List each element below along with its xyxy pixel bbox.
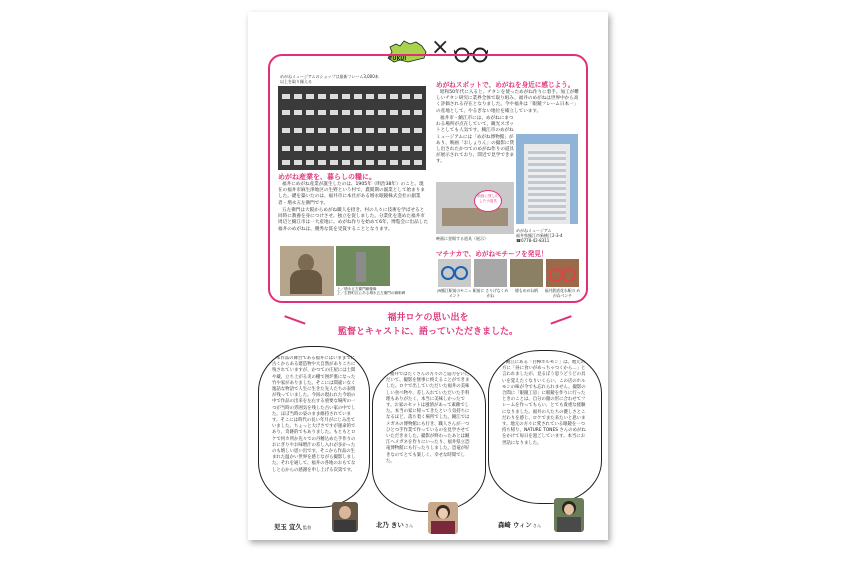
left-body-1: 福井にめがね産業が誕生したのは、1905年（明治38年）のこと。現在の福井市麻生津地区の生野という村で、農閑期の副業として始まりました。礎を築いたのは、福井市に本社がある増永眼鏡株式会社の創業者・増永五左衛門です。 (278, 182, 425, 206)
morisaki-name: 森崎 ウィン (498, 521, 532, 529)
right-heading-2: マチナカで、めがねモチーフを発見！ (436, 250, 548, 258)
left-body-2: 五左衛門は大阪からめがね職人を招き、村の人々に技術を学ばせると同時に教養を身につけさせ、独立を促しました。分業化を進めた福井市周辺と鯖江市は一大産地に。めがね作りを始めて6年、博覧会に出品した福井のめがねは、優秀な賞を受賞することとなります。 (278, 208, 428, 232)
statue-caption: 上／増永五左衛門銅像像 上／生野町区にある増永五左衛門の顕彰碑 (337, 287, 406, 296)
motif-photo-1 (438, 259, 471, 287)
film-tools-caption: 映画に登場する道具（展示） (436, 236, 488, 241)
motif-caption-1: JR鯖江駅前のモニュメント (437, 288, 472, 298)
fukui-label: FUKUI (389, 56, 407, 62)
museum-address: 福井県鯖江市新横江2-3-4 (516, 233, 563, 238)
statue-photo (280, 246, 334, 296)
film-tools-photo (436, 182, 514, 234)
shop-caption: めがねミュージアムのショップは最新フレーム3,000本以上を取り揃える (280, 74, 379, 85)
film-props-badge: 映画に貸し出した小道具 (474, 190, 502, 212)
kitano-name-wrap (376, 520, 413, 529)
kitano-portrait (428, 502, 458, 534)
director-name-wrap (274, 522, 311, 531)
morisaki-role: さん (532, 523, 542, 528)
left-heading: めがね産業を、暮らしの糧に。 (278, 173, 376, 181)
glasses-shelf-photo (278, 86, 426, 170)
museum-building-photo (516, 134, 578, 224)
interview-title-line1: 福井ロケの思い出を (387, 313, 469, 323)
director-name: 児玉 宜久 (274, 523, 302, 531)
kitano-role: さん (404, 523, 414, 528)
cross-symbol: × (431, 35, 450, 60)
motif-photo-4 (546, 259, 579, 287)
motif-photo-3 (510, 259, 543, 287)
monument-photo (336, 246, 390, 286)
motif-photo-2 (474, 259, 507, 287)
motif-caption-2: 駅前に さりげなくめがね (472, 288, 509, 298)
magazine-page (248, 12, 608, 540)
kitano-name: 北乃 きい (376, 521, 404, 529)
director-quote: 本作品の舞台である福井にはいままでに古くからある建造物や大自然がありこちに残されていますが、かつての庄屋には土間や蔵、立ち上がる炎の棚で囲炉裏になった竹や家がありました。そこには間違いなく逸話な物語で人生に生きた先人たちの表情が残っていました。今回の現われた今頃の中で作品の出来を左右する重要な場所の一つが当時の雰囲気を残した古い家の中でした。ほぼ当時の姿のまま維持されています。そこには時代の長い年月がにじみ出ていました。ちょっと大げさですが運命的であり、奇跡的でもありました。もともとロケで何カ所か先々での丹精込めた手作りのおにぎりやお味噌汁の差し入れが多かったのも嬉しい思い出です。そこから作品の生まれた温かい世界を感じながら撮影しました。それを通して、福井の各地のおもてなしと心からの感謝を申し上げる次第です。 (272, 356, 356, 473)
museum-name: めがねミュージアム (516, 228, 552, 233)
morisaki-name-wrap (498, 520, 541, 529)
morisaki-quote: 鯖江にある「白樺ホルモン」は、地元の方に「昼に食いがめっちゃつくから…」と言われましたが、見るぼう思うどうどの具いを覚えたくなりいくらい、この店のホルモンの味が今でも忘れられません。撮影の合間に「眼鏡工房」に眼鏡を作りに行ったときのことは、自分の顔の形に合わせてフレームを作ってもらい、とても貴重な経験になりました。福井の人たちの優しさとこだわりを感じ、ロケでまた来たいと思います。地元の方々に愛されている眼鏡を一つ持ち帰り、NATURE TONES さんのめがねをかけて毎日を過ごしています。本当にお世話になりました。 (502, 360, 586, 446)
kitano-quote: 福井ではたくさんの方々のご協力をいただいて、撮影を無事に終えることができました。ロケで出していただいた福井の美味しい食べ物や、差し入れていただいた手料理もありがたく、本当に美味しかったです。お家のセットは風情があって素敵でした。本当の家に帰ってきたという気持ちになるほど、落ち着く場所でした。鯖江ではメガネの博物館にも行き、職人さんが一つひとつ手作業で作っているのを見学させていただきました。撮影が終わったあとは鯖江ヘメガネを作りにいったり、福井県立恐竜博物館にも行ったりしました。恐竜が好きなのでとても楽しく、幸せな時間でした。 (386, 372, 470, 464)
right-heading-1: めがねスポットで、めがねを身近に感じよう。 (436, 81, 575, 89)
interview-title-line2: 監督とキャストに、語っていただきました。 (337, 327, 518, 337)
motif-caption-3: 標もめがね柄 (515, 288, 538, 293)
right-body-2: 福井市・鯖江市には、めがねにまつわる場所が点在していて、観光スポットとしても人気です。鯖江市のめがねミュージアムには「めがね博物館」があり、映画「おしょりん」の撮影に貸し出されたかつてのめがね作りの道具が展示されており、間近で見学できます。 (436, 116, 515, 165)
right-body-1: 昭和50年代に入ると、チタンを使っためがね作りに着手。加工が難しいチタン研究に業界全体で取り組み、福井のめがねは世界中から高く評価される存在となりました。今や福井は「眼鏡フレーム日本一」の産地として、やるぎない地位を確立しています。 (436, 90, 579, 114)
morisaki-portrait (554, 498, 584, 532)
director-role: 監督 (302, 525, 312, 530)
director-portrait (332, 502, 358, 532)
motif-caption-4: 福井鉄道花水駅の めがねベンチ (544, 288, 581, 298)
museum-tel: ☎0778-42-8311 (516, 238, 550, 243)
